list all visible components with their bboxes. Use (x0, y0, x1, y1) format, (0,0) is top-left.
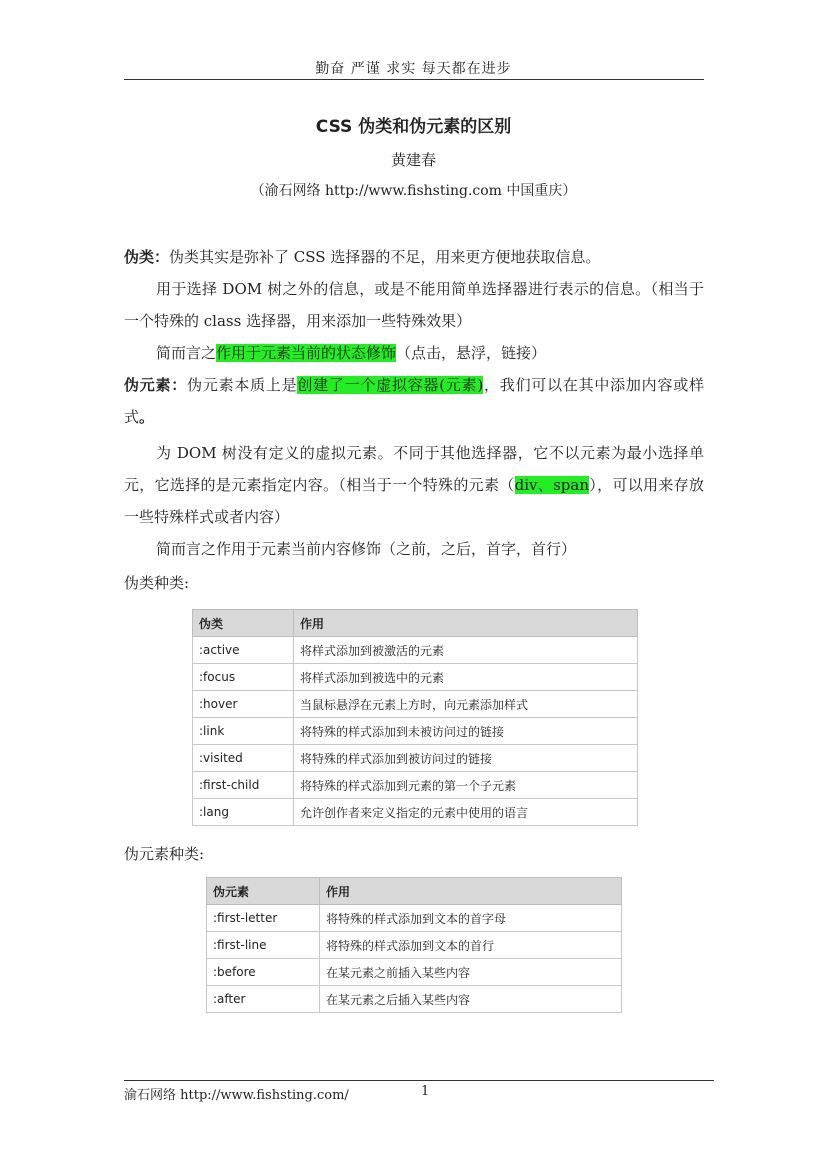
table-cell: :first-letter (207, 905, 320, 932)
highlight-virtual-container: 创建了一个虚拟容器(元素) (297, 376, 484, 394)
column-header: 伪类 (193, 610, 294, 637)
paragraph-pseudo-element-summary: 简而言之作用于元素当前内容修饰（之前，之后，首字，首行） (156, 540, 577, 558)
pseudo-element-intro-end: 。 (139, 408, 155, 426)
table-cell: :before (207, 959, 320, 986)
paragraph-pseudo-element-detail (124, 437, 704, 533)
table-cell: :first-child (193, 772, 294, 799)
table-row (207, 932, 622, 959)
pseudo-element-label: 伪元素： (124, 376, 188, 394)
column-header: 作用 (320, 878, 622, 905)
table-cell: 将特殊的样式添加到文本的首字母 (320, 905, 622, 932)
table-cell: :lang (193, 799, 294, 826)
summary-suffix: （点击，悬浮，链接） (396, 344, 547, 362)
article-affiliation: （渝石网络 http://www.fishsting.com 中国重庆） (250, 183, 577, 199)
table-cell: 在某元素之后插入某些内容 (320, 986, 622, 1013)
footer-divider (124, 1080, 714, 1081)
table-cell: 将样式添加到被选中的元素 (294, 664, 638, 691)
pseudo-class-table-heading: 伪类种类: (124, 574, 190, 592)
paragraph-pseudo-class-detail: 用于选择 DOM 树之外的信息，或是不能用简单选择器进行表示的信息。（相当于一个特殊的 class 选择器，用来添加一些特殊效果） (124, 280, 704, 330)
table-cell: 将特殊的样式添加到文本的首行 (320, 932, 622, 959)
pseudo-element-intro-before: 伪元素本质上是 (187, 376, 298, 394)
table-cell: :link (193, 718, 294, 745)
paragraph-pseudo-element-intro (124, 369, 704, 433)
table-row (193, 664, 638, 691)
table-cell: 当鼠标悬浮在元素上方时，向元素添加样式 (294, 691, 638, 718)
page-number: 1 (421, 1084, 430, 1099)
paragraph-pseudo-class-intro (124, 241, 704, 273)
table-cell: :visited (193, 745, 294, 772)
table-row (193, 799, 638, 826)
table-row (207, 986, 622, 1013)
table-row (207, 959, 622, 986)
table-cell: :focus (193, 664, 294, 691)
pseudo-class-table (192, 609, 638, 826)
table-header-row (207, 878, 622, 905)
table-row (193, 772, 638, 799)
table-cell: 将特殊的样式添加到被访问过的链接 (294, 745, 638, 772)
pseudo-element-intro-after: ，我们可以在其中添加内容或样式 (124, 376, 704, 426)
pseudo-element-detail-after: ），可以用来存放一些特殊样式或者内容） (124, 476, 704, 526)
pseudo-class-intro-text: 伪类其实是弥补了 CSS 选择器的不足，用来更方便地获取信息。 (169, 248, 601, 266)
column-header: 作用 (294, 610, 638, 637)
highlight-div-span: div、span (514, 476, 589, 494)
highlight-state-modifier: 作用于元素当前的状态修饰 (216, 344, 397, 362)
table-cell: :after (207, 986, 320, 1013)
header-motto: 勤奋 严谨 求实 每天都在进步 (315, 61, 512, 77)
pseudo-class-label: 伪类： (124, 248, 170, 266)
pseudo-element-detail-before: 为 DOM 树没有定义的虚拟元素。不同于其他选择器，它不以元素为最小选择单元，它选择的是元素指定内容。（相当于一个特殊的元素（ (124, 444, 704, 494)
pseudo-element-table-heading: 伪元素种类: (124, 845, 205, 863)
pseudo-element-table (206, 877, 622, 1013)
table-cell: 将特殊的样式添加到未被访问过的链接 (294, 718, 638, 745)
article-title: CSS 伪类和伪元素的区别 (315, 117, 512, 137)
column-header: 伪元素 (207, 878, 320, 905)
table-cell: 将样式添加到被激活的元素 (294, 637, 638, 664)
table-header-row (193, 610, 638, 637)
summary-prefix: 简而言之 (156, 344, 217, 362)
table-cell: 将特殊的样式添加到元素的第一个子元素 (294, 772, 638, 799)
table-cell: 在某元素之前插入某些内容 (320, 959, 622, 986)
footer-site: 渝石网络 http://www.fishsting.com/ (124, 1088, 349, 1103)
table-cell: :hover (193, 691, 294, 718)
paragraph-pseudo-class-summary (124, 337, 704, 369)
table-cell: :first-line (207, 932, 320, 959)
table-row (193, 745, 638, 772)
table-row (193, 637, 638, 664)
table-row (207, 905, 622, 932)
table-cell: :active (193, 637, 294, 664)
table-cell: 允许创作者来定义指定的元素中使用的语言 (294, 799, 638, 826)
table-row (193, 691, 638, 718)
header-divider (124, 79, 704, 80)
table-row (193, 718, 638, 745)
article-author: 黄建春 (390, 151, 436, 169)
